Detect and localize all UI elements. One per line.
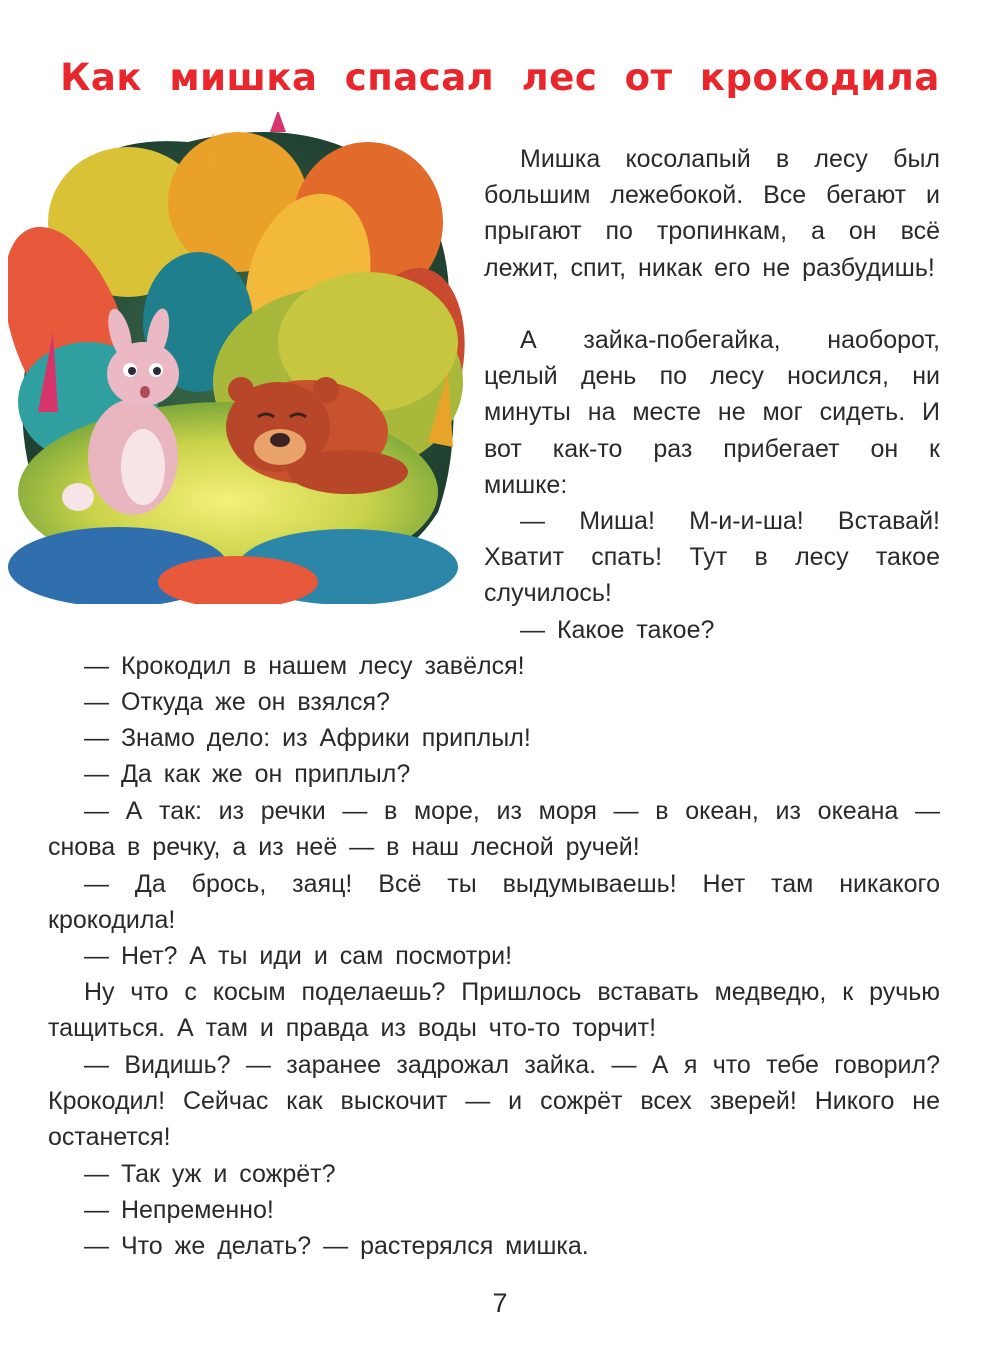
paragraph: — Откуда же он взялся? [84, 688, 390, 716]
paragraph: — Нет? А ты иди и сам посмотри! [84, 942, 513, 970]
paragraph: — Да как же он приплыл? [84, 760, 411, 788]
paragraph: — Что же делать? — растерялся мишка. [84, 1232, 589, 1260]
illustration [8, 112, 466, 604]
paragraph: А зайка-побегайка, наоборот, целый день по лесу носился, ни минуты на месте не мог сидеть. И вот как-то раз прибегает он к мишке: [484, 326, 940, 499]
paragraph: — Так уж и сожрёт? [84, 1160, 336, 1188]
paragraph: — Какое такое? [520, 616, 715, 644]
paragraph: — Крокодил в нашем лесу завёлся! [84, 652, 525, 680]
paragraph: — Знамо дело: из Африки приплыл! [84, 724, 531, 752]
paragraph: Ну что с косым поделаешь? Пришлось вставать медведю, к ручью тащиться. А там и правда из воды что-то торчит! [48, 978, 940, 1043]
paragraph: — Да брось, заяц! Всё ты выдумываешь! Нет там никакого крокодила! [48, 870, 940, 935]
paragraph: — А так: из речки — в море, из моря — в океан, из океана — снова в речку, а из неё — в наш лесной ручей! [48, 797, 940, 862]
paragraph: — Непременно! [84, 1196, 274, 1224]
bear-and-bunny-illustration [8, 112, 466, 604]
paragraph: — Миша! М-и-и-ша! Вставай! Хватит спать! Тут в лесу такое случилось! [484, 507, 940, 608]
page-number: 7 [492, 1288, 508, 1318]
paragraph: Мишка косолапый в лесу был большим лежебокой. Все бегают и прыгают по тропинкам, а он всё лежит, спит, никак его не разбудишь! [484, 145, 940, 282]
paragraph: — Видишь? — заранее задрожал зайка. — А я что тебе говорил? Крокодил! Сейчас как выскочит — и сожрёт всех зверей! Никого не останется! [48, 1051, 940, 1152]
page-title: Как мишка спасал лес от крокодила [60, 56, 940, 99]
